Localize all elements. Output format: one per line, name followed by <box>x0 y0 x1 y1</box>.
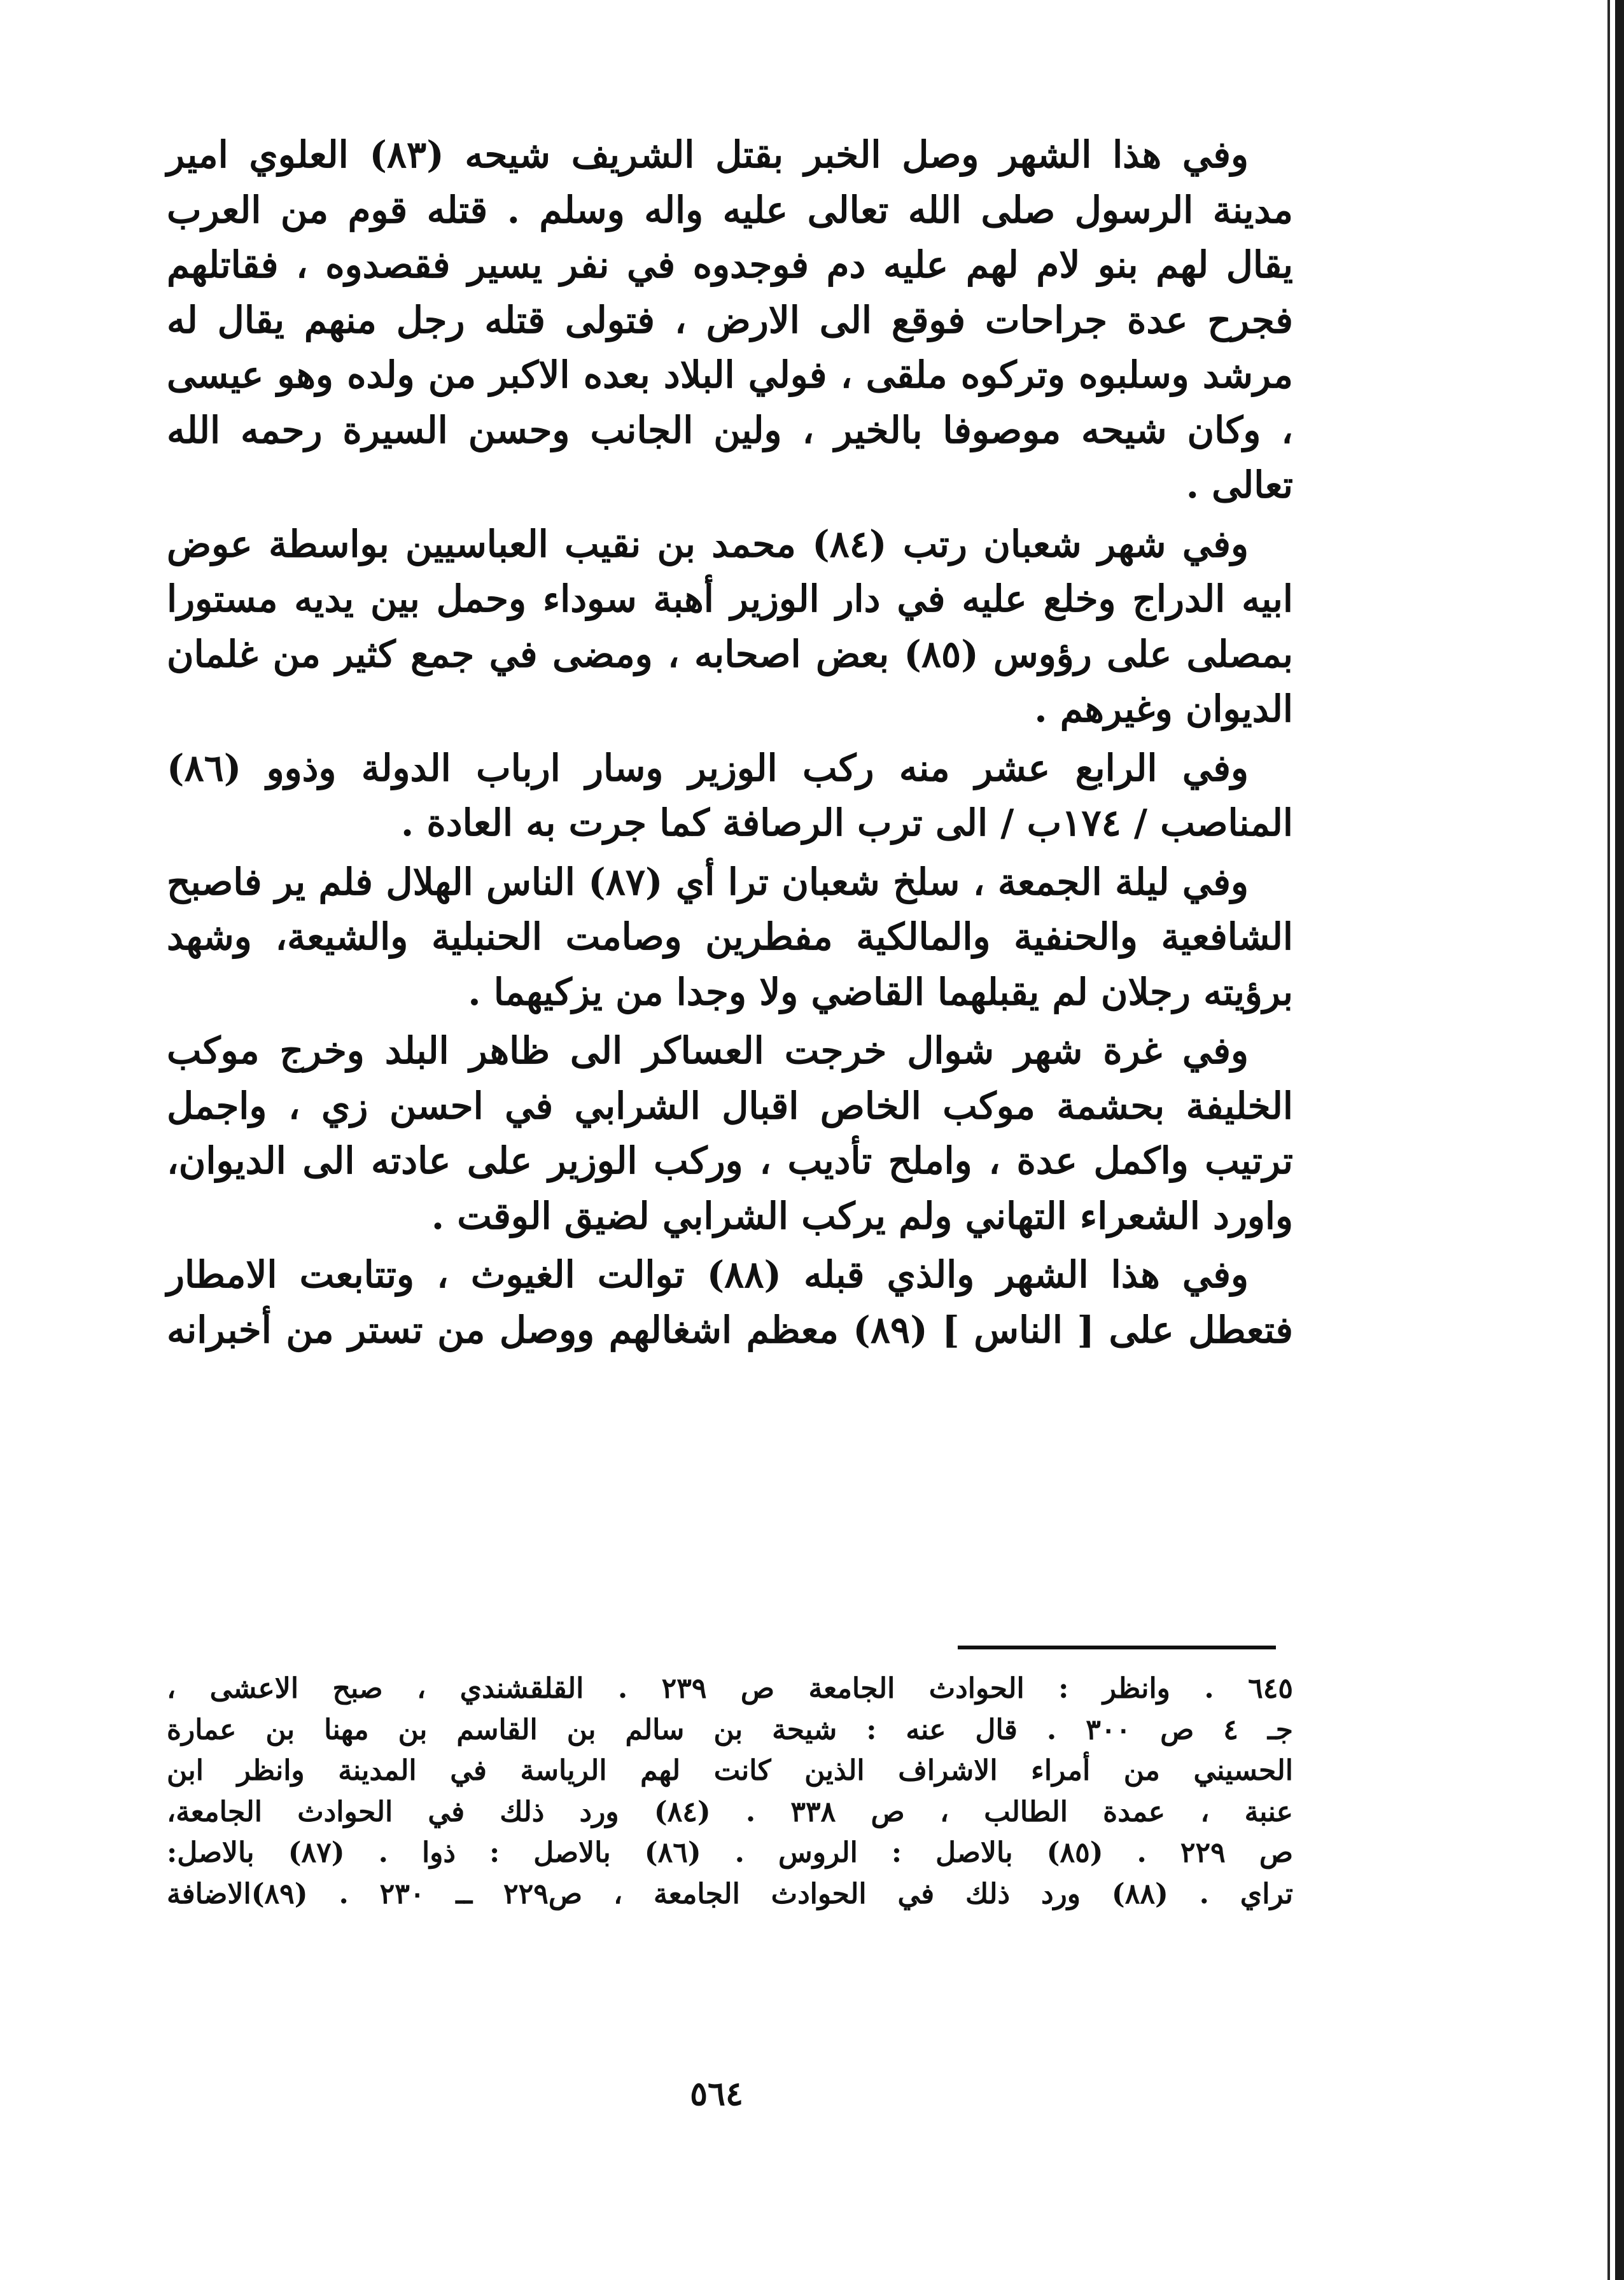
footnote-separator <box>958 1646 1276 1649</box>
footnote-line: عنبة ، عمدة الطالب ، ص ٣٣٨ . (٨٤) ورد ذلك في الحوادث الجامعة، <box>167 1795 1293 1828</box>
paragraph-2: وفي شهر شعبان رتب (٨٤) محمد بن نقيب العباسيين بواسطة عوض ابيه الدراج وخلع عليه في دار الوزير أهبة سوداء وحمل بين يديه مستورا بمصلى على رؤوس (٨٥) بعض اصحابه ، ومضى في جمع كثير من غلمان الديوان وغيرهم . <box>167 522 1293 731</box>
footnote-line: ٦٤٥ . وانظر : الحوادث الجامعة ص ٢٣٩ . القلقشندي ، صبح الاعشى ، <box>167 1672 1293 1705</box>
paragraph-5: وفي غرة شهر شوال خرجت العساكر الى ظاهر البلد وخرج موكب الخليفة بحشمة موكب الخاص اقبال الشرابي في احسن زي ، واجمل ترتيب واكمل عدة ، واملح تأديب ، وركب الوزير على عادته الى الديوان، واورد الشعراء التهاني ولم يركب الشرابي لضيق الوقت . <box>167 1029 1293 1238</box>
footnote-line: الحسيني من أمراء الاشراف الذين كانت لهم الرياسة في المدينة وانظر ابن <box>167 1754 1293 1787</box>
page-edge-shadow <box>1615 0 1624 2280</box>
paragraph-3: وفي الرابع عشر منه ركب الوزير وسار ارباب الدولة وذوو (٨٦) المناصب / ١٧٤ب / الى ترب الرصافة كما جرت به العادة . <box>167 746 1293 844</box>
paragraph-6: وفي هذا الشهر والذي قبله (٨٨) توالت الغيوث ، وتتابعت الامطار فتعطل على [ الناس ] (٨٩) معظم اشغالهم ووصل من تستر من أخبرانه <box>167 1253 1293 1352</box>
paragraph-1: وفي هذا الشهر وصل الخبر بقتل الشريف شيحه (٨٣) العلوي امير مدينة الرسول صلى الله تعالى عليه واله وسلم . قتله قوم من العرب يقال لهم بنو لام لهم عليه دم فوجدوه في نفر يسير فقصدوه ، فقاتلهم فجرح عدة جراحات فوقع الى الارض ، فتولى قتله رجل منهم يقال له مرشد وسلبوه وتركوه ملقى ، فولي البلاد بعده الاكبر من ولده وهو عيسى ، وكان شيحه موصوفا بالخير ، ولين الجانب وحسن السيرة رحمه الله تعالى . <box>167 133 1293 507</box>
paragraph-4: وفي ليلة الجمعة ، سلخ شعبان ترا أي (٨٧) الناس الهلال فلم ير فاصبح الشافعية والحنفية والمالكية مفطرين وصامت الحنبلية والشيعة، وشهد برؤيته رجلان لم يقبلهما القاضي ولا وجدا من يزكيهما . <box>167 860 1293 1014</box>
main-text <box>167 127 1293 1361</box>
page-edge-line <box>1607 0 1610 2280</box>
footnotes <box>167 1668 1293 1915</box>
page-number: ٥٦٤ <box>690 2074 743 2113</box>
footnote-line: ص ٢٢٩ . (٨٥) بالاصل : الروس . (٨٦) بالاصل : ذوا . (٨٧) بالاصل: <box>167 1836 1293 1869</box>
footnote-line: تراي . (٨٨) ورد ذلك في الحوادث الجامعة ، ص٢٢٩ ــ ٢٣٠ . (٨٩)الاضافة <box>167 1877 1293 1910</box>
footnote-line: جـ ٤ ص ٣٠٠ . قال عنه : شيحة بن سالم بن القاسم بن مهنا بن عمارة <box>167 1713 1293 1746</box>
